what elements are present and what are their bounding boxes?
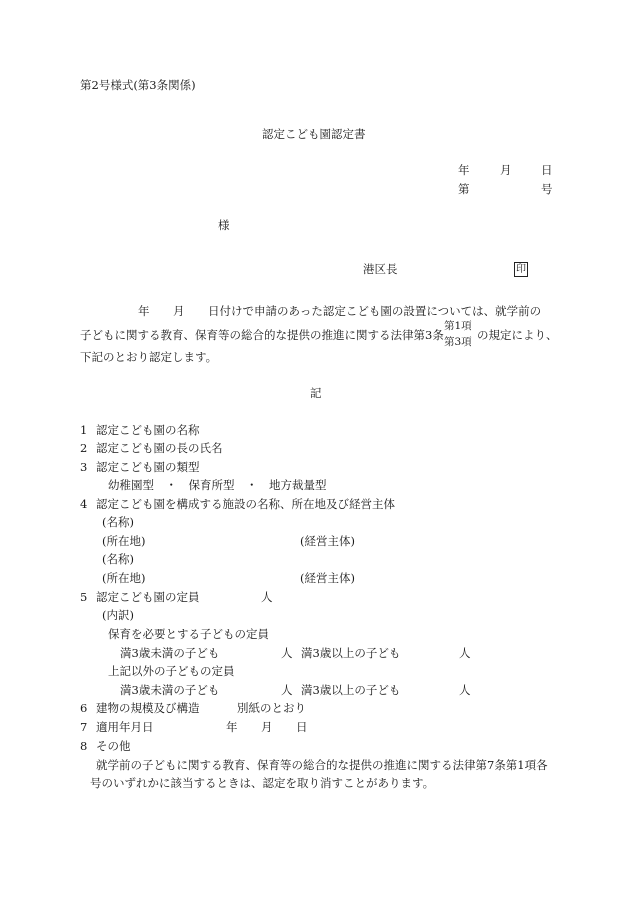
item-3-label: 認定こども園の類型 <box>96 460 200 474</box>
item-5-care-under3: 満3歳未満の子ども <box>120 646 220 660</box>
date-month: 月 <box>500 163 512 177</box>
document-title: 認定こども園認定書 <box>262 127 366 141</box>
item-5-number: 5 <box>80 590 88 604</box>
item-4-operator-label-2: (経営主体) <box>300 571 355 585</box>
ki-heading: 記 <box>310 386 322 400</box>
item-8-number: 8 <box>80 739 88 753</box>
item-7-year: 年 <box>226 720 238 734</box>
item-5-breakdown: (内訳) <box>102 608 134 622</box>
item-7-month: 月 <box>261 720 273 734</box>
body-line2: 子どもに関する教育、保育等の総合的な提供の推進に関する法律第3条 <box>80 328 444 342</box>
body-month: 月 <box>173 304 185 318</box>
item-5-care-over3: 満3歳以上の子ども <box>301 646 401 660</box>
number-prefix: 第 <box>458 182 470 196</box>
item-4-label: 認定こども園を構成する施設の名称、所在地及び経営主体 <box>96 497 395 511</box>
date-year: 年 <box>458 163 470 177</box>
number-suffix: 号 <box>541 182 553 196</box>
item-4-name-label-2: (名称) <box>102 552 134 566</box>
body-line2-tail: の規定により、 <box>477 328 558 342</box>
item-4-number: 4 <box>80 497 88 511</box>
item-6-number: 6 <box>80 701 88 715</box>
item-5-label: 認定こども園の定員 <box>96 590 200 604</box>
item-5-total-unit: 人 <box>261 590 273 604</box>
date-day: 日 <box>541 163 553 177</box>
item-8-note-line2: 号のいずれかに該当するときは、認定を取り消すことがあります。 <box>90 776 435 790</box>
item-5-other-over3-unit: 人 <box>459 683 471 697</box>
item-1-number: 1 <box>80 423 88 437</box>
clause-option-1: 第1項 <box>444 320 472 332</box>
item-3-number: 3 <box>80 460 88 474</box>
item-4-operator-label: (経営主体) <box>300 534 355 548</box>
item-7-day: 日 <box>296 720 308 734</box>
item-7-number: 7 <box>80 720 88 734</box>
body-year: 年 <box>138 304 150 318</box>
item-5-other-under3-unit: 人 <box>281 683 293 697</box>
item-4-location-label-2: (所在地) <box>102 571 146 585</box>
item-7-label: 適用年月日 <box>96 720 154 734</box>
item-6-label: 建物の規模及び構造 <box>96 701 200 715</box>
item-1-label: 認定こども園の名称 <box>96 423 200 437</box>
item-5-other-over3: 満3歳以上の子ども <box>301 683 401 697</box>
item-5-other: 上記以外の子どもの定員 <box>108 664 235 678</box>
form-number: 第2号様式(第3条関係) <box>80 78 196 92</box>
item-5-care-under3-unit: 人 <box>281 646 293 660</box>
recipient-honorific: 様 <box>218 218 230 232</box>
item-4-location-label: (所在地) <box>102 534 146 548</box>
body-line3: 下記のとおり認定します。 <box>80 350 218 364</box>
item-3-types: 幼稚園型 ・ 保育所型 ・ 地方裁量型 <box>108 478 327 492</box>
item-8-label: その他 <box>96 739 131 753</box>
item-4-name-label: (名称) <box>102 515 134 529</box>
item-5-care-over3-unit: 人 <box>459 646 471 660</box>
clause-option-3: 第3項 <box>444 336 472 348</box>
item-6-value: 別紙のとおり <box>237 701 306 715</box>
item-5-care-required: 保育を必要とする子どもの定員 <box>108 627 269 641</box>
item-2-number: 2 <box>80 441 88 455</box>
body-line1: 日付けで申請のあった認定こども園の設置については、就学前の <box>208 304 542 318</box>
item-2-label: 認定こども園の長の氏名 <box>96 441 223 455</box>
seal-box: 印 <box>516 264 526 275</box>
issuer-name: 港区長 <box>363 262 398 276</box>
item-5-other-under3: 満3歳未満の子ども <box>120 683 220 697</box>
item-8-note-line1: 就学前の子どもに関する教育、保育等の総合的な提供の推進に関する法律第7条第1項各 <box>96 758 548 772</box>
